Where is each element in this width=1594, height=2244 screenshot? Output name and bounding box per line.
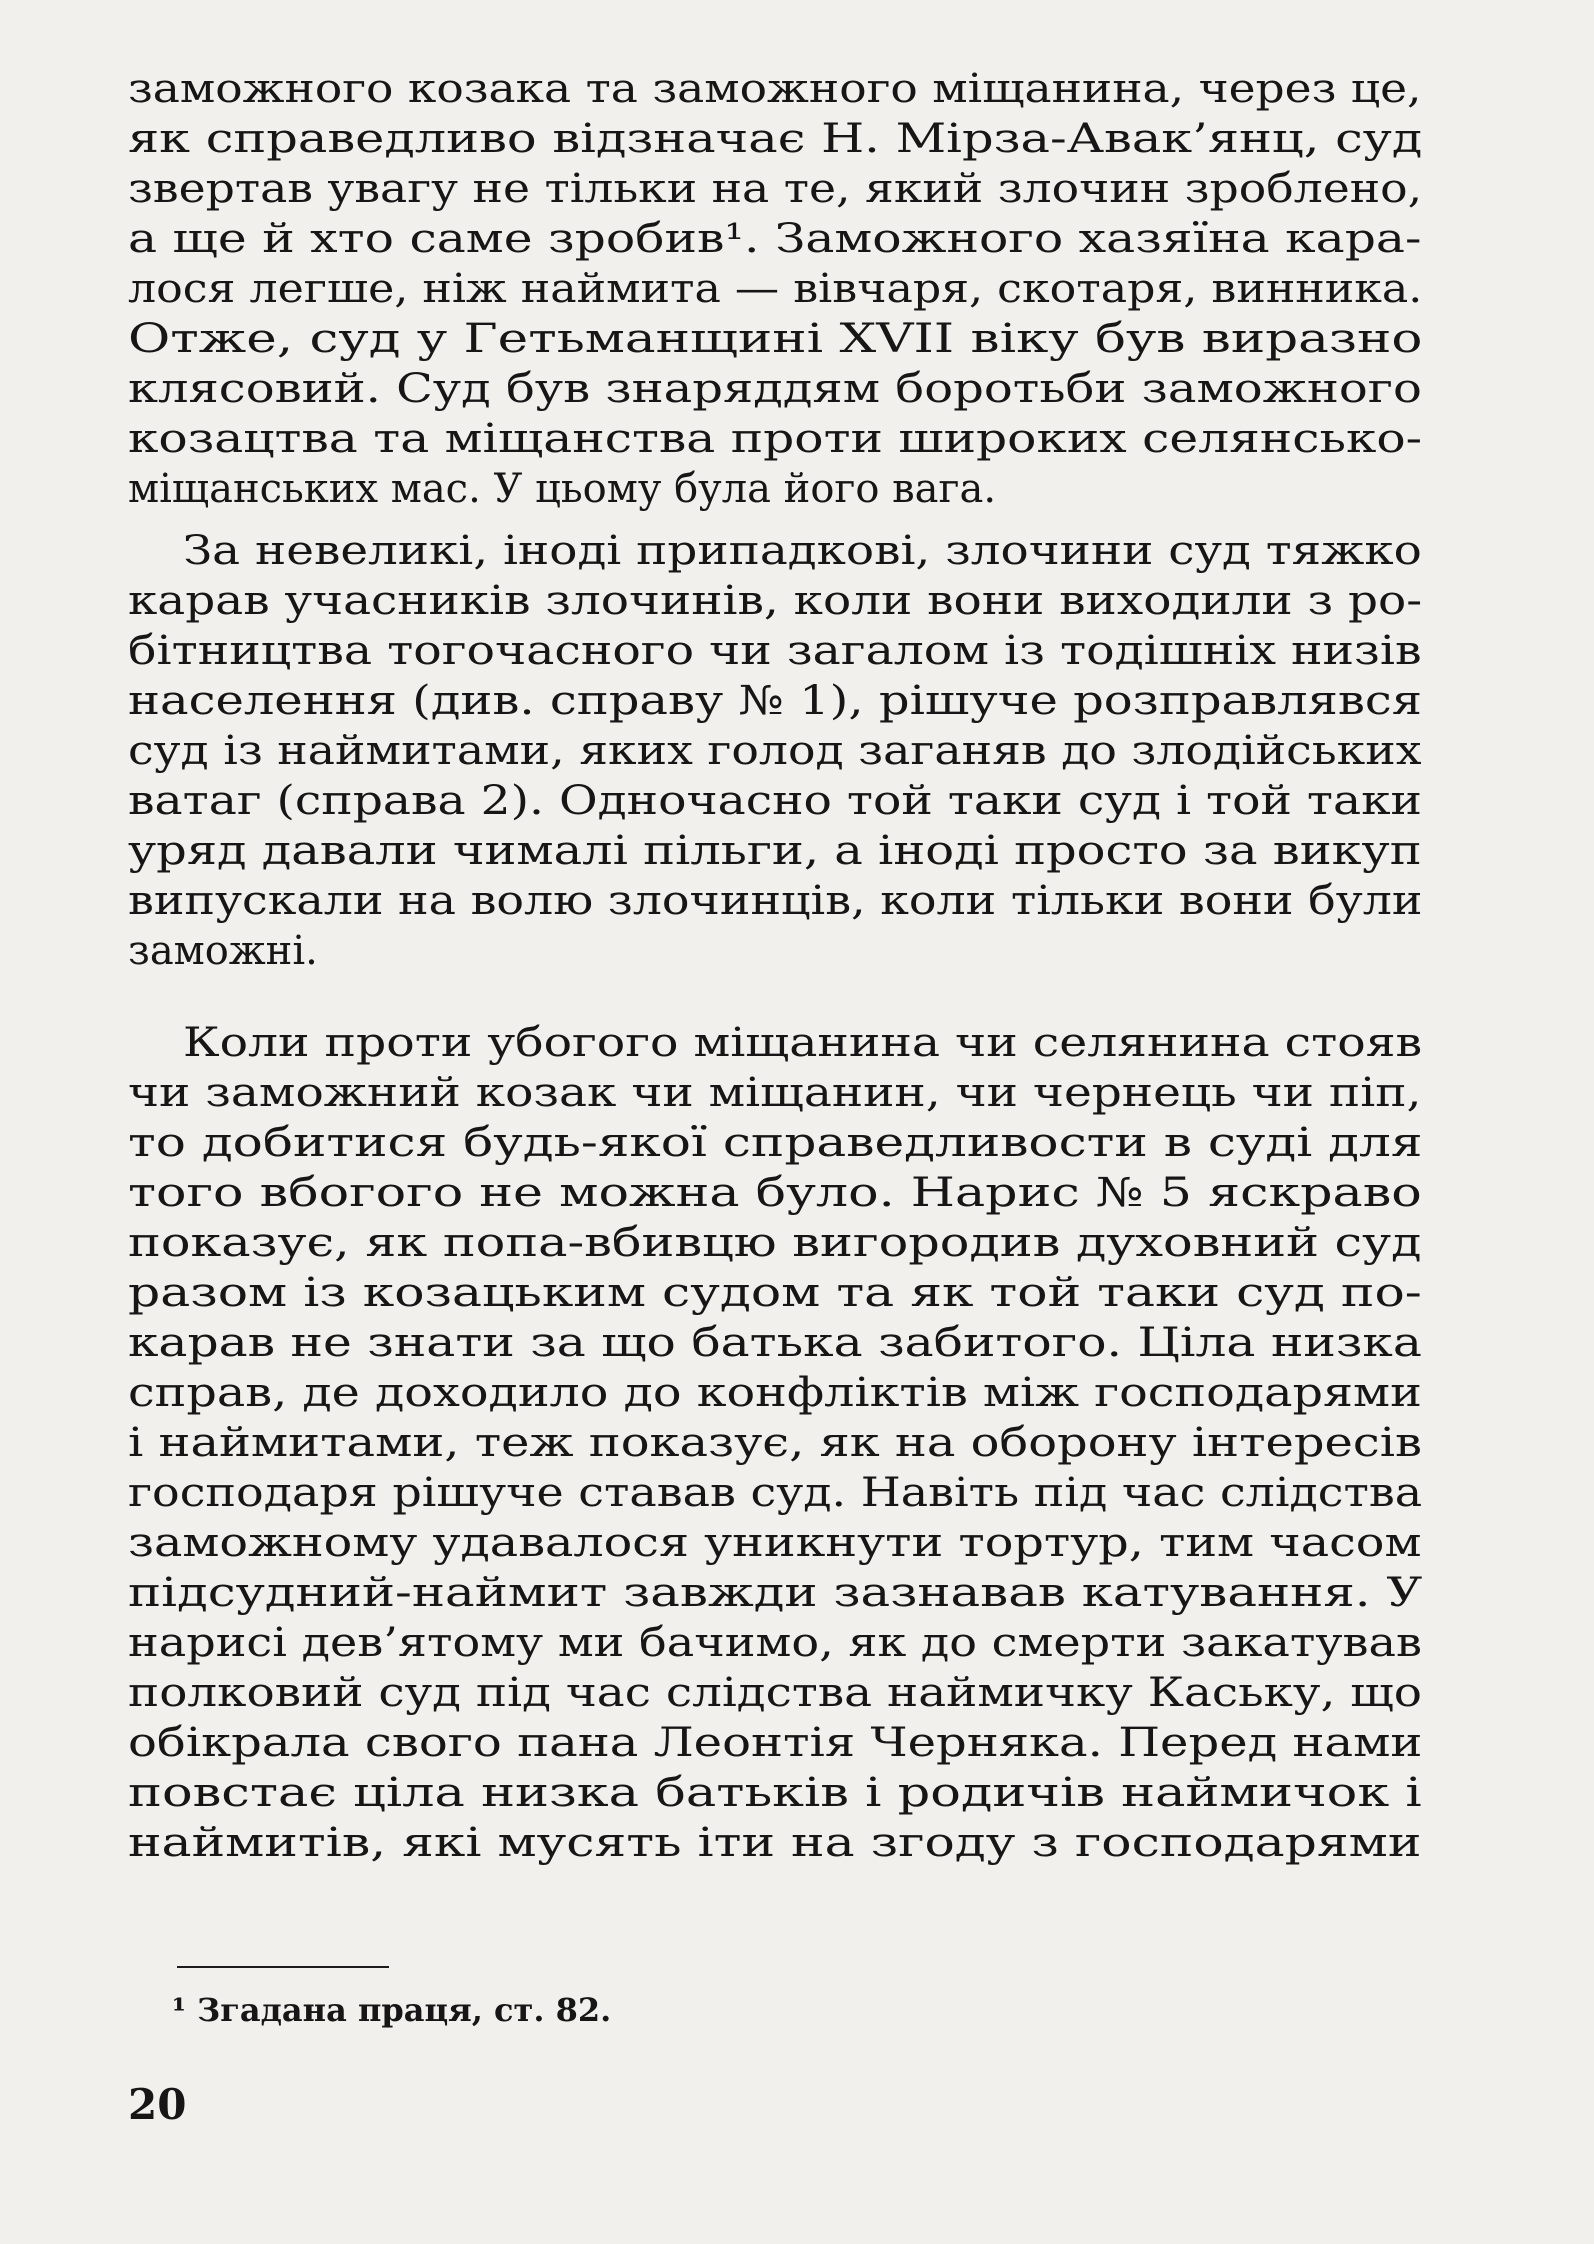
- text-line-2: як справедливо відзначає Н. Мірза-Авак’янц, суд: [128, 116, 1423, 162]
- page-number: 20: [128, 2080, 187, 2129]
- text-line-13: населення (див. справу № 1), рішуче розправлявся: [128, 678, 1423, 724]
- text-line-27: і наймитами, теж показує, як на оборону інтересів: [128, 1420, 1422, 1466]
- text-line-18: заможні.: [128, 928, 318, 974]
- text-line-25: карав не знати за що батька забитого. Ціла низка: [128, 1320, 1422, 1366]
- text-line-10: За невеликі, іноді припадкові, злочини суд тяжко: [183, 528, 1422, 574]
- text-line-22: того вбогого не можна було. Нарис № 5 яскраво: [128, 1170, 1422, 1216]
- text-line-16: уряд давали чималі пільги, а іноді просто за викуп: [128, 828, 1422, 874]
- text-line-3: звертав увагу не тільки на те, який злочин зроблено,: [128, 166, 1423, 212]
- text-line-34: повстає ціла низка батьків і родичів наймичок і: [128, 1770, 1422, 1816]
- text-line-19: Коли проти убогого міщанина чи селянина стояв: [183, 1020, 1423, 1066]
- text-line-20: чи заможний козак чи міщанин, чи чернець чи піп,: [128, 1070, 1422, 1116]
- text-line-5: лося легше, ніж наймита — вівчаря, скотаря, винника.: [128, 266, 1423, 312]
- text-line-11: карав учасників злочинів, коли вони виходили з ро-: [128, 578, 1423, 624]
- text-line-6: Отже, суд у Гетьманщині XVII віку був виразно: [128, 316, 1423, 362]
- footnote-text: ¹ Згадана праця, ст. 82.: [172, 1991, 612, 2029]
- text-line-31: нарисі дев’ятому ми бачимо, як до смерти закатував: [128, 1620, 1422, 1666]
- text-line-33: обікрала свого пана Леонтія Черняка. Перед нами: [128, 1720, 1423, 1766]
- text-line-1: заможного козака та заможного міщанина, через це,: [128, 66, 1422, 112]
- footnote-divider: [177, 1966, 389, 1968]
- text-line-15: ватаг (справа 2). Одночасно той таки суд і той таки: [128, 778, 1422, 824]
- text-line-30: підсудний-наймит завжди зазнавав катування. У: [128, 1570, 1423, 1616]
- text-line-4: а ще й хто саме зробив¹. Заможного хазяїна кара-: [128, 216, 1422, 262]
- text-line-9: міщанських мас. У цьому була його вага.: [128, 466, 997, 512]
- text-line-12: бітництва тогочасного чи загалом із тодішніх низів: [128, 628, 1422, 674]
- text-line-29: заможному удавалося уникнути тортур, тим часом: [128, 1520, 1422, 1566]
- text-line-21: то добитися будь-якої справедливости в суді для: [128, 1120, 1423, 1166]
- text-line-7: клясовий. Суд був знаряддям боротьби заможного: [128, 366, 1422, 412]
- text-line-28: господаря рішуче ставав суд. Навіть під час слідства: [128, 1470, 1423, 1516]
- text-line-35: наймитів, які мусять іти на згоду з господарями: [128, 1820, 1422, 1866]
- text-line-32: полковий суд під час слідства наймичку Каську, що: [128, 1670, 1422, 1716]
- text-line-24: разом із козацьким судом та як той таки суд по-: [128, 1270, 1422, 1316]
- text-line-26: справ, де доходило до конфліктів між господарями: [128, 1370, 1422, 1416]
- text-line-8: козацтва та міщанства проти широких селянсько-: [128, 416, 1423, 462]
- text-line-17: випускали на волю злочинців, коли тільки вони були: [128, 878, 1423, 924]
- text-line-14: суд із наймитами, яких голод заганяв до злодійських: [128, 728, 1422, 774]
- text-line-23: показує, як попа-вбивцю вигородив духовний суд: [128, 1220, 1422, 1266]
